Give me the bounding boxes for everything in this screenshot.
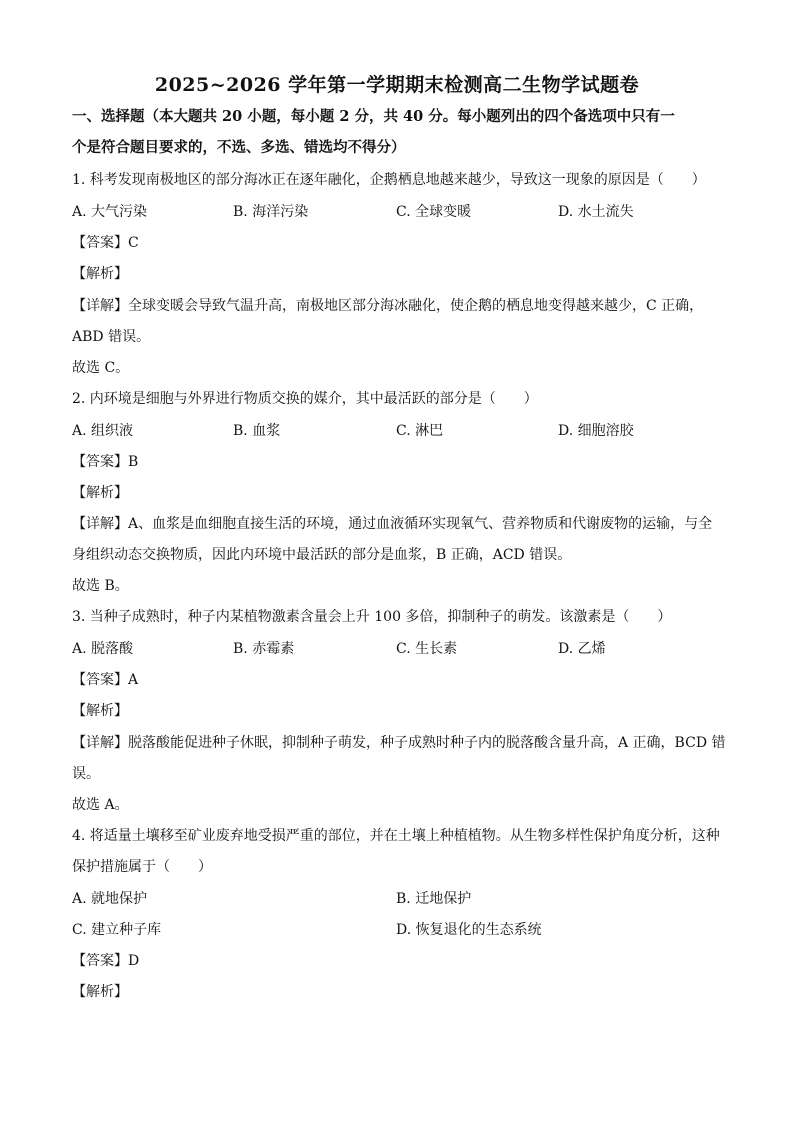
question-1-conclusion: 故选 C。 bbox=[72, 360, 130, 376]
question-2-stem: 2. 内环境是细胞与外界进行物质交换的媒介，其中最活跃的部分是（ ） bbox=[72, 391, 538, 407]
question-3-option-a: A. 脱落酸 bbox=[72, 641, 134, 657]
question-4-answer: 【答案】D bbox=[72, 953, 140, 969]
question-2-option-b: B. 血浆 bbox=[233, 423, 281, 439]
question-2-analysis: 【解析】 bbox=[72, 485, 128, 501]
question-2-conclusion: 故选 B。 bbox=[72, 578, 129, 594]
question-4-stem-line-2: 保护措施属于（ ） bbox=[72, 859, 212, 875]
question-3-detail-line-2: 误。 bbox=[72, 766, 100, 782]
question-4-option-a: A. 就地保护 bbox=[72, 891, 148, 907]
question-3-detail-line-1: 【详解】脱落酸能促进种子休眠，抑制种子萌发，种子成熟时种子内的脱落酸含量升高，A 正确，BCD 错 bbox=[72, 735, 726, 751]
question-3-option-c: C. 生长素 bbox=[396, 641, 458, 657]
question-1-analysis: 【解析】 bbox=[72, 266, 128, 282]
question-1-answer: 【答案】C bbox=[72, 235, 139, 251]
question-2-answer: 【答案】B bbox=[72, 454, 139, 470]
question-1-detail-line-1: 【详解】全球变暖会导致气温升高，南极地区部分海冰融化，使企鹅的栖息地变得越来越少，C 正确， bbox=[72, 298, 704, 314]
question-1-detail-line-2: ABD 错误。 bbox=[72, 329, 151, 345]
question-1-option-c: C. 全球变暖 bbox=[396, 204, 472, 220]
section-heading-line-1: 一、选择题（本大题共 20 小题，每小题 2 分，共 40 分。每小题列出的四个备选项中只有一 bbox=[72, 108, 675, 125]
question-3-stem: 3. 当种子成熟时，种子内某植物激素含量会上升 100 多倍，抑制种子的萌发。该激素是（ ） bbox=[72, 609, 672, 625]
question-2-detail-line-1: 【详解】A、血浆是血细胞直接生活的环境，通过血液循环实现氧气、营养物质和代谢废物的运输，与全 bbox=[72, 516, 713, 532]
question-2-option-c: C. 淋巴 bbox=[396, 423, 444, 439]
question-3-analysis: 【解析】 bbox=[72, 703, 128, 719]
question-4-stem-line-1: 4. 将适量土壤移至矿业废弃地受损严重的部位，并在土壤上种植植物。从生物多样性保护角度分析，这种 bbox=[72, 828, 720, 844]
question-3-answer: 【答案】A bbox=[72, 672, 139, 688]
section-heading-line-2: 个是符合题目要求的，不选、多选、错选均不得分） bbox=[72, 139, 406, 156]
question-1-stem: 1. 科考发现南极地区的部分海冰正在逐年融化，企鹅栖息地越来越少，导致这一现象的原因是（ ） bbox=[72, 172, 706, 188]
question-2-option-d: D. 细胞溶胶 bbox=[558, 423, 634, 439]
question-4-option-d: D. 恢复退化的生态系统 bbox=[396, 922, 542, 938]
question-4-analysis: 【解析】 bbox=[72, 984, 128, 1000]
question-1-option-d: D. 水土流失 bbox=[558, 204, 634, 220]
page-title: 2025~2026 学年第一学期期末检测高二生物学试题卷 bbox=[154, 74, 640, 96]
question-1-option-a: A. 大气污染 bbox=[72, 204, 148, 220]
question-3-conclusion: 故选 A。 bbox=[72, 797, 129, 813]
question-2-option-a: A. 组织液 bbox=[72, 423, 134, 439]
question-4-option-c: C. 建立种子库 bbox=[72, 922, 162, 938]
question-2-detail-line-2: 身组织动态交换物质，因此内环境中最活跃的部分是血浆，B 正确，ACD 错误。 bbox=[72, 547, 572, 563]
question-3-option-b: B. 赤霉素 bbox=[233, 641, 295, 657]
question-4-option-b: B. 迁地保护 bbox=[396, 891, 472, 907]
question-3-option-d: D. 乙烯 bbox=[558, 641, 606, 657]
question-1-option-b: B. 海洋污染 bbox=[233, 204, 309, 220]
